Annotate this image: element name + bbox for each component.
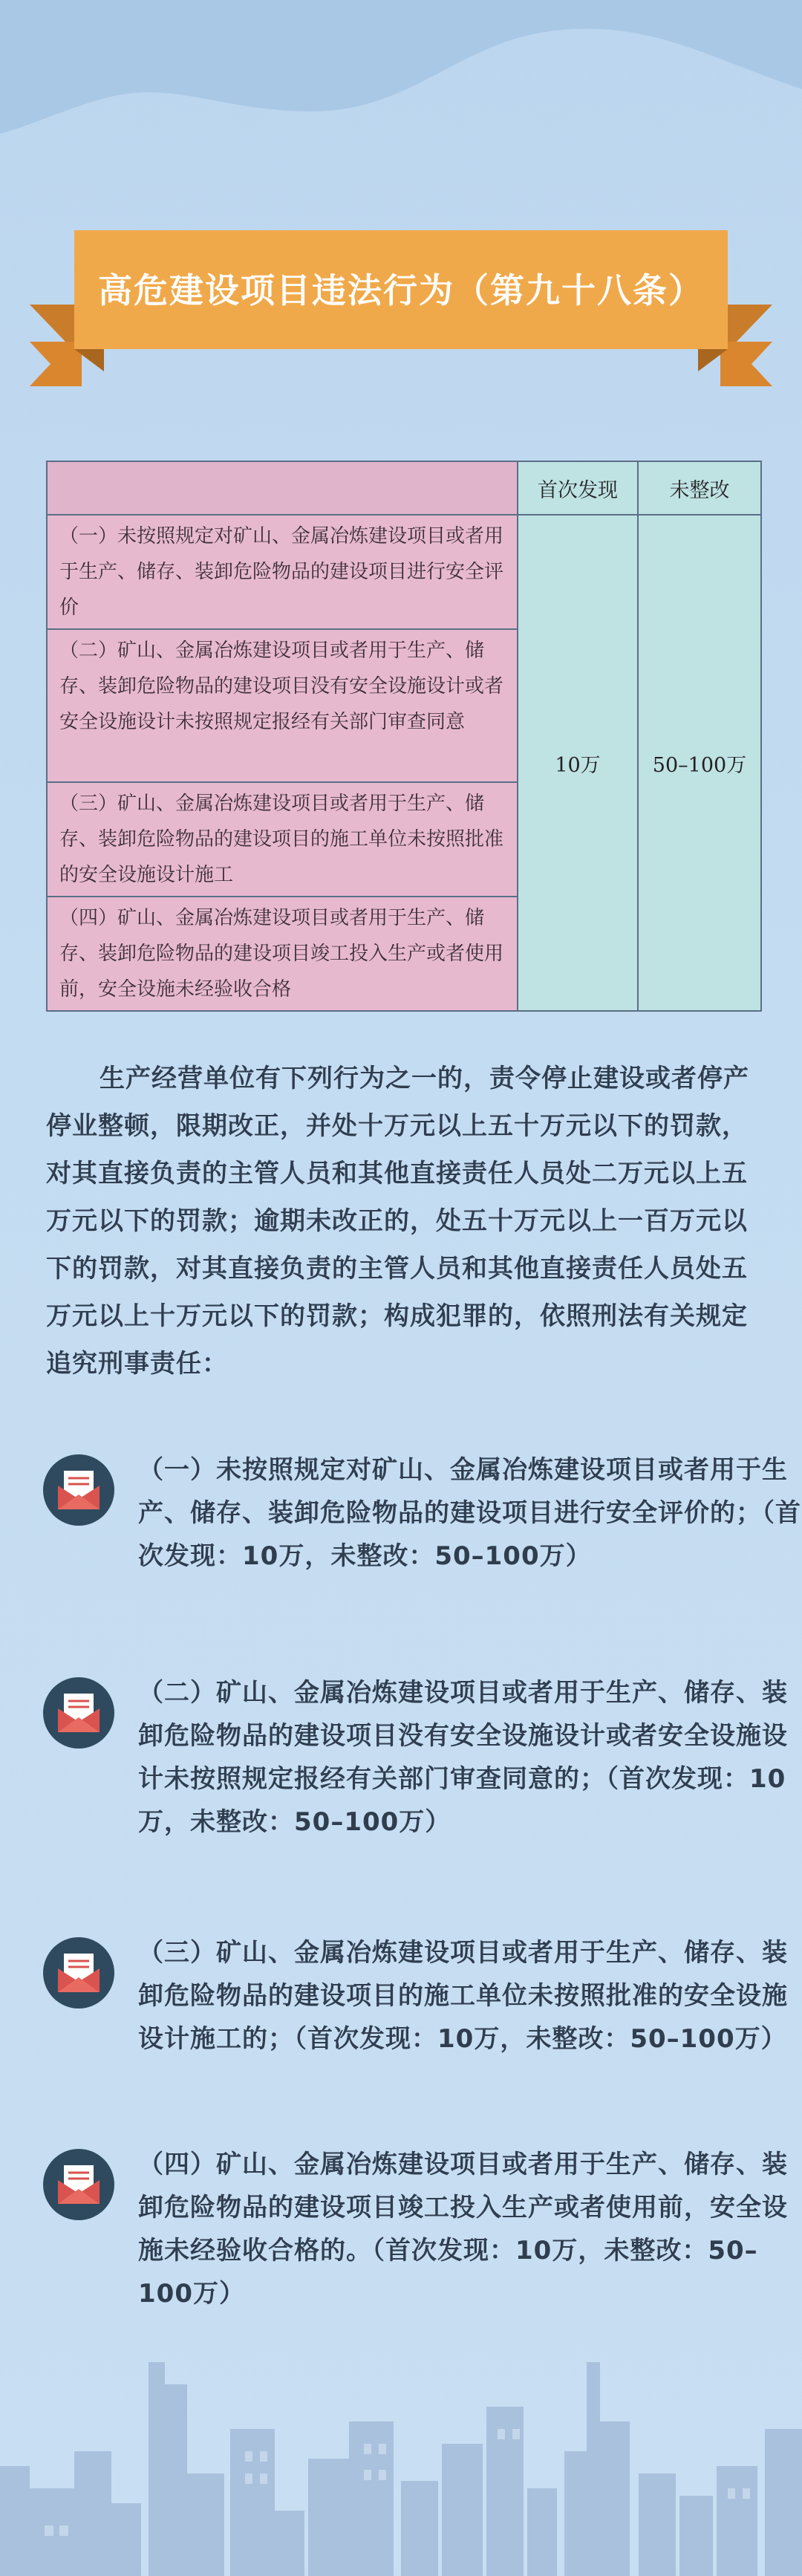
list-item-text: （一）未按照规定对矿山、金属冶炼建设项目或者用于生产、储存、装卸危险物品的建设项目进行安全评价的；（首次发现：10万，未整改：50–100万）	[138, 1455, 801, 1571]
list-item-text: （四）矿山、金属冶炼建设项目或者用于生产、储存、装卸危险物品的建设项目竣工投入生产或者使用前，安全设施未经验收合格的。（首次发现：10万，未整改：50–100万）	[138, 2150, 788, 2309]
mail-icon	[42, 2147, 116, 2222]
intro-paragraph: 生产经营单位有下列行为之一的，责令停止建设或者停产停业整顿，限期改正，并处十万元以上五十万元以下的罚款，对其直接负责的主管人员和其他直接责任人员处二万元以上五万元以下的罚款；逾期未改正的，处五十万元以上一百万元以下的罚款，对其直接负责的主管人员和其他直接责任人员处五万元以上十万元以下的罚款；构成犯罪的，依照刑法有关规定追究刑事责任：	[46, 1064, 749, 1379]
mail-icon	[42, 1453, 116, 1527]
table-row-item-3: （三）矿山、金属冶炼建设项目或者用于生产、储存、装卸危险物品的建设项目的施工单位未按照批准的安全设施设计施工	[47, 782, 518, 897]
table-header-unfixed: 未整改	[638, 461, 761, 515]
penalty-table	[46, 461, 762, 1012]
table-header-row	[47, 461, 761, 515]
page-title: 高危建设项目违法行为（第九十八条）	[98, 270, 704, 310]
mail-icon	[42, 1936, 116, 2010]
table-header-blank	[47, 461, 518, 515]
table-header-first: 首次发现	[518, 461, 638, 515]
table-row-item-2: （二）矿山、金属冶炼建设项目或者用于生产、储存、装卸危险物品的建设项目没有安全设施设计或者安全设施设计未按照规定报经有关部门审查同意	[47, 629, 518, 782]
city-skyline-illustration	[0, 2340, 802, 2576]
mail-icon	[42, 1676, 116, 1750]
background-wave	[0, 0, 802, 238]
list-item-text: （二）矿山、金属冶炼建设项目或者用于生产、储存、装卸危险物品的建设项目没有安全设施设计或者安全设施设计未按照规定报经有关部门审查同意的；（首次发现：10万，未整改：50–100万）	[138, 1678, 788, 1837]
table-row	[47, 515, 761, 629]
table-row-item-1: （一）未按照规定对矿山、金属冶炼建设项目或者用于生产、储存、装卸危险物品的建设项目进行安全评价	[47, 515, 518, 629]
first-penalty-value: 10万	[518, 515, 638, 1011]
table-row-item-4: （四）矿山、金属冶炼建设项目或者用于生产、储存、装卸危险物品的建设项目竣工投入生产或者使用前，安全设施未经验收合格	[47, 897, 518, 1011]
list-item-text: （三）矿山、金属冶炼建设项目或者用于生产、储存、装卸危险物品的建设项目的施工单位未按照批准的安全设施设计施工的；（首次发现：10万，未整改：50–100万）	[138, 1938, 788, 2054]
unfixed-penalty-value: 50–100万	[638, 515, 761, 1011]
